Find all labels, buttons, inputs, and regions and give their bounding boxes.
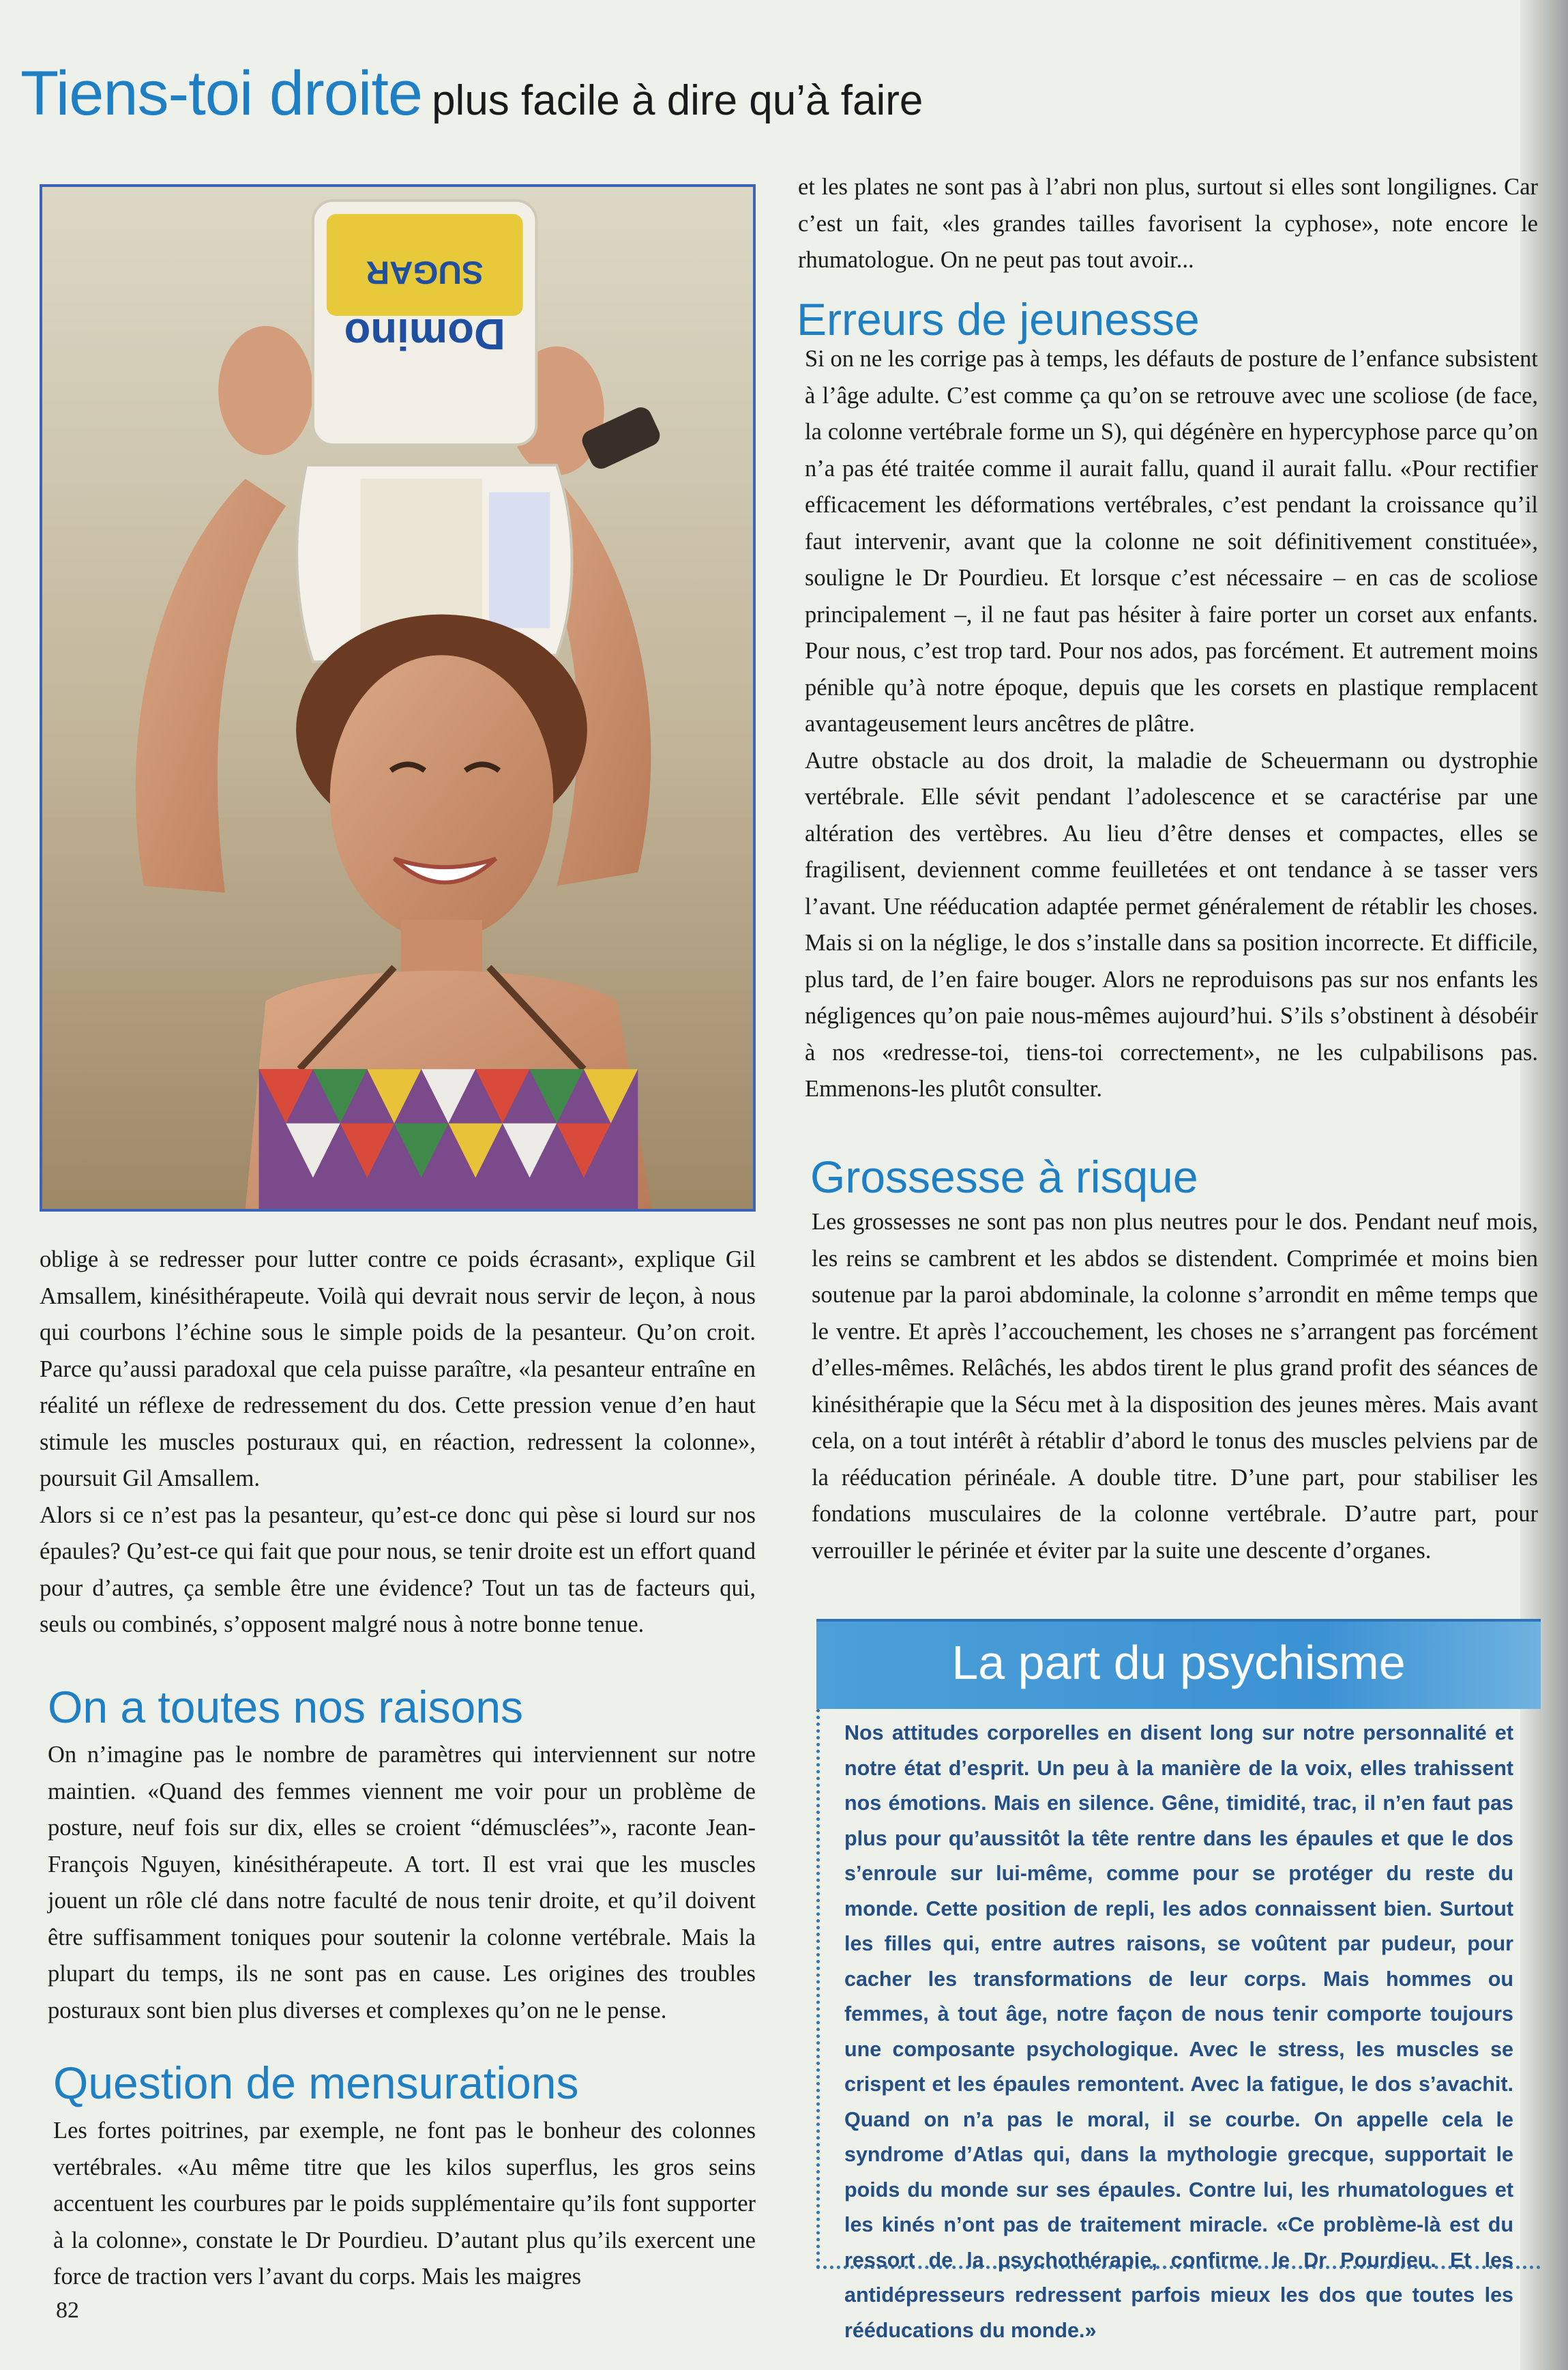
jeunesse-paragraph-1: Si on ne les corrige pas à temps, les défauts de posture de l’enfance subsistent à l’âge adulte. C’est comme ça qu’on se retrouve avec une scoliose (de face, la colonne vertébrale forme un S), qui dégénère en hypercyphose parce qu’on n’a pas été traitée comme il aurait fallu, quand il aurait fallu. «Pour rectifier efficacement les déformations vertébrales, c’est pendant la croissance qu’il faut intervenir, avant que la colonne ne soit définitivement constituée», souligne le Dr Pourdieu. Et lorsque c’est nécessaire – en cas de scoliose principalement –, il ne faut pas hésiter à faire porter un corset aux enfants. Pour nous, c’est trop tard. Pour nos ados, pas forcément. Et autrement moins pénible qu’à notre époque, depuis que les corsets en plastique remplacent avantageusement leurs ancêtres de plâtre. bbox=[805, 346, 1538, 737]
mensurations-paragraph: Les fortes poitrines, par exemple, ne font pas le bonheur des colonnes vertébrales. «Au même titre que les kilos superflus, les gros seins accentuent les courbures par le poids supplémentaire qu’ils font supporter à la colonne», constate le Dr Pourdieu. D’autant plus qu’ils exercent une force de traction vers l’avant du corps. Mais les maigres bbox=[53, 2118, 756, 2289]
sidebar-box bbox=[816, 1619, 1541, 2342]
heading-grossesse: Grossesse à risque bbox=[810, 1152, 1198, 1202]
article-photo bbox=[40, 184, 756, 1212]
intro-paragraph-2: Alors si ce n’est pas la pesanteur, qu’est-ce donc qui pèse si lourd sur nos épaules? Qu’est-ce qui fait que pour nous, se tenir droite est un effort quand pour d’autres, ça semble être une évidence? Tout un tas de facteurs qui, seuls ou combinés, s’opposent malgré nous à notre bonne tenue. bbox=[40, 1502, 756, 1637]
title-subtitle: plus facile à dire qu’à faire bbox=[432, 77, 923, 124]
raisons-block bbox=[48, 1737, 756, 2029]
intro-paragraph-1: oblige à se redresser pour lutter contre ce poids écrasant», explique Gil Amsallem, kinésithérapeute. Voilà qui devrait nous servir de leçon, à nous qui courbons l’échine sous le simple poids de la pesanteur. Qu’on croit. Parce qu’aussi paradoxal que cela puisse paraître, «la pesanteur entraîne en réalité un réflexe de redressement du dos. Cette pression venue d’en haut stimule les muscles posturaux qui, en réaction, redressent la colonne», poursuit Gil Amsallem. bbox=[40, 1246, 756, 1491]
photo-illustration bbox=[42, 187, 753, 1209]
grossesse-paragraph: Les grossesses ne sont pas non plus neutres pour le dos. Pendant neuf mois, les reins se cambrent et les abdos se distendent. Comprimée et moins bien soutenue par la paroi abdominale, la colonne s’arrondit en même temps que le ventre. Et après l’accouchement, les choses ne s’arrangent pas forcément d’elles-mêmes. Relâchés, les abdos tirent le plus grand profit des séances de kinésithérapie que la Sécu met à la disposition des jeunes mères. Mais avant cela, on a tout intérêt à rétablir d’abord le tonus des muscles pelviens par de la rééducation périnéale. A double titre. D’une part, pour stabiliser les fondations musculaires de la colonne vertébrale. D’autre part, pour verrouiller le périnée et éviter par la suite une descente d’organes. bbox=[812, 1209, 1538, 1564]
sugar-label-text: SUGAR bbox=[366, 254, 484, 291]
sidebar-box-header bbox=[816, 1619, 1541, 1709]
heading-raisons: On a toutes nos raisons bbox=[48, 1682, 524, 1732]
intro-block bbox=[40, 1242, 756, 1643]
jeunesse-paragraph-2: Autre obstacle au dos droit, la maladie de Scheuermann ou dystrophie vertébrale. Elle sévit pendant l’adolescence et se caractérise par une altération des vertèbres. Au lieu d’être denses et compactes, elles se fragilisent, deviennent comme feuilletées et ont tendance à se tasser vers l’avant. Une rééducation adaptée permet généralement de rétablir les choses. Mais si on la néglige, le dos s’installe dans sa position incorrecte. Et difficile, plus tard, de l’en faire bouger. Alors ne reproduisons pas sur nos enfants les négligences qu’on paie nous-mêmes aujourd’hui. S’ils s’obstinent à désobéir à nos «redresse-toi, tiens-toi correctement», ne les culpabilisons pas. Emmenons-les plutôt consulter. bbox=[805, 747, 1538, 1102]
heading-jeunesse: Erreurs de jeunesse bbox=[797, 294, 1200, 345]
jeunesse-block bbox=[805, 341, 1538, 1108]
mensurations-continued-block bbox=[798, 169, 1538, 279]
mensurations-continued-paragraph: et les plates ne sont pas à l’abri non plus, surtout si elles sont longilignes. Car c’est un fait, «les grandes tailles favorisent la cyphose», note encore le rhumatologue. On ne peut pas tout avoir... bbox=[798, 174, 1538, 273]
sidebar-box-text: Nos attitudes corporelles en disent long sur notre personnalité et notre état d’esprit. Un peu à la manière de la voix, elles trahissent nos émotions. Mais en silence. Gêne, timidité, trac, il n’en faut pas plus pour qu’aussitôt la tête rentre dans les épaules et que le dos s’enroule sur lui-même, comme pour se protéger du reste du monde. Cette position de repli, les ados connaissent bien. Surtout les filles qui, entre autres raisons, se voûtent par pudeur, pour cacher les transformations de leur corps. Mais hommes ou femmes, à tout âge, notre façon de nous tenir comporte toujours une composante psychologique. Avec le stress, les muscles se crispent et les épaules remontent. Avec la fatigue, le dos s’avachit. Quand on n’a pas le moral, il se courbe. On appelle cela le syndrome d’Atlas qui, dans la mythologie grecque, supportait le poids du monde sur ses épaules. Contre lui, les rhumatologues et les kinés n’ont pas de traitement miracle. «Ce problème-là est du ressort de la psychothérapie, confirme le Dr Pourdieu. Et les antidépresseurs redressent parfois mieux les dos que toutes les rééducations du monde.» bbox=[844, 1721, 1513, 2342]
sidebar-box-body bbox=[816, 1709, 1541, 2342]
grossesse-block bbox=[812, 1204, 1538, 1569]
mensurations-block bbox=[53, 2113, 756, 2296]
heading-mensurations: Question de mensurations bbox=[53, 2058, 579, 2108]
title-main: Tiens-toi droite bbox=[20, 59, 423, 128]
article-title bbox=[20, 58, 923, 130]
raisons-paragraph: On n’imagine pas le nombre de paramètres qui interviennent sur notre maintien. «Quand des femmes viennent me voir pour un problème de posture, neuf fois sur dix, elles se croient “démusclées”», raconte Jean-François Nguyen, kinésithérapeute. A tort. Il est vrai que les muscles jouent un rôle clé dans notre faculté de nous tenir droite, et qu’il doivent être suffisamment toniques pour soutenir la colonne vertébrale. Mais la plupart du temps, ils ne sont pas en cause. Les origines des troubles posturaux sont bien plus diverses et complexes qu’on ne le pense. bbox=[48, 1742, 756, 2023]
sidebar-box-title: La part du psychisme bbox=[951, 1636, 1406, 1689]
page-number: 82 bbox=[56, 2298, 79, 2323]
sugar-brand-text: Domino bbox=[344, 309, 505, 359]
